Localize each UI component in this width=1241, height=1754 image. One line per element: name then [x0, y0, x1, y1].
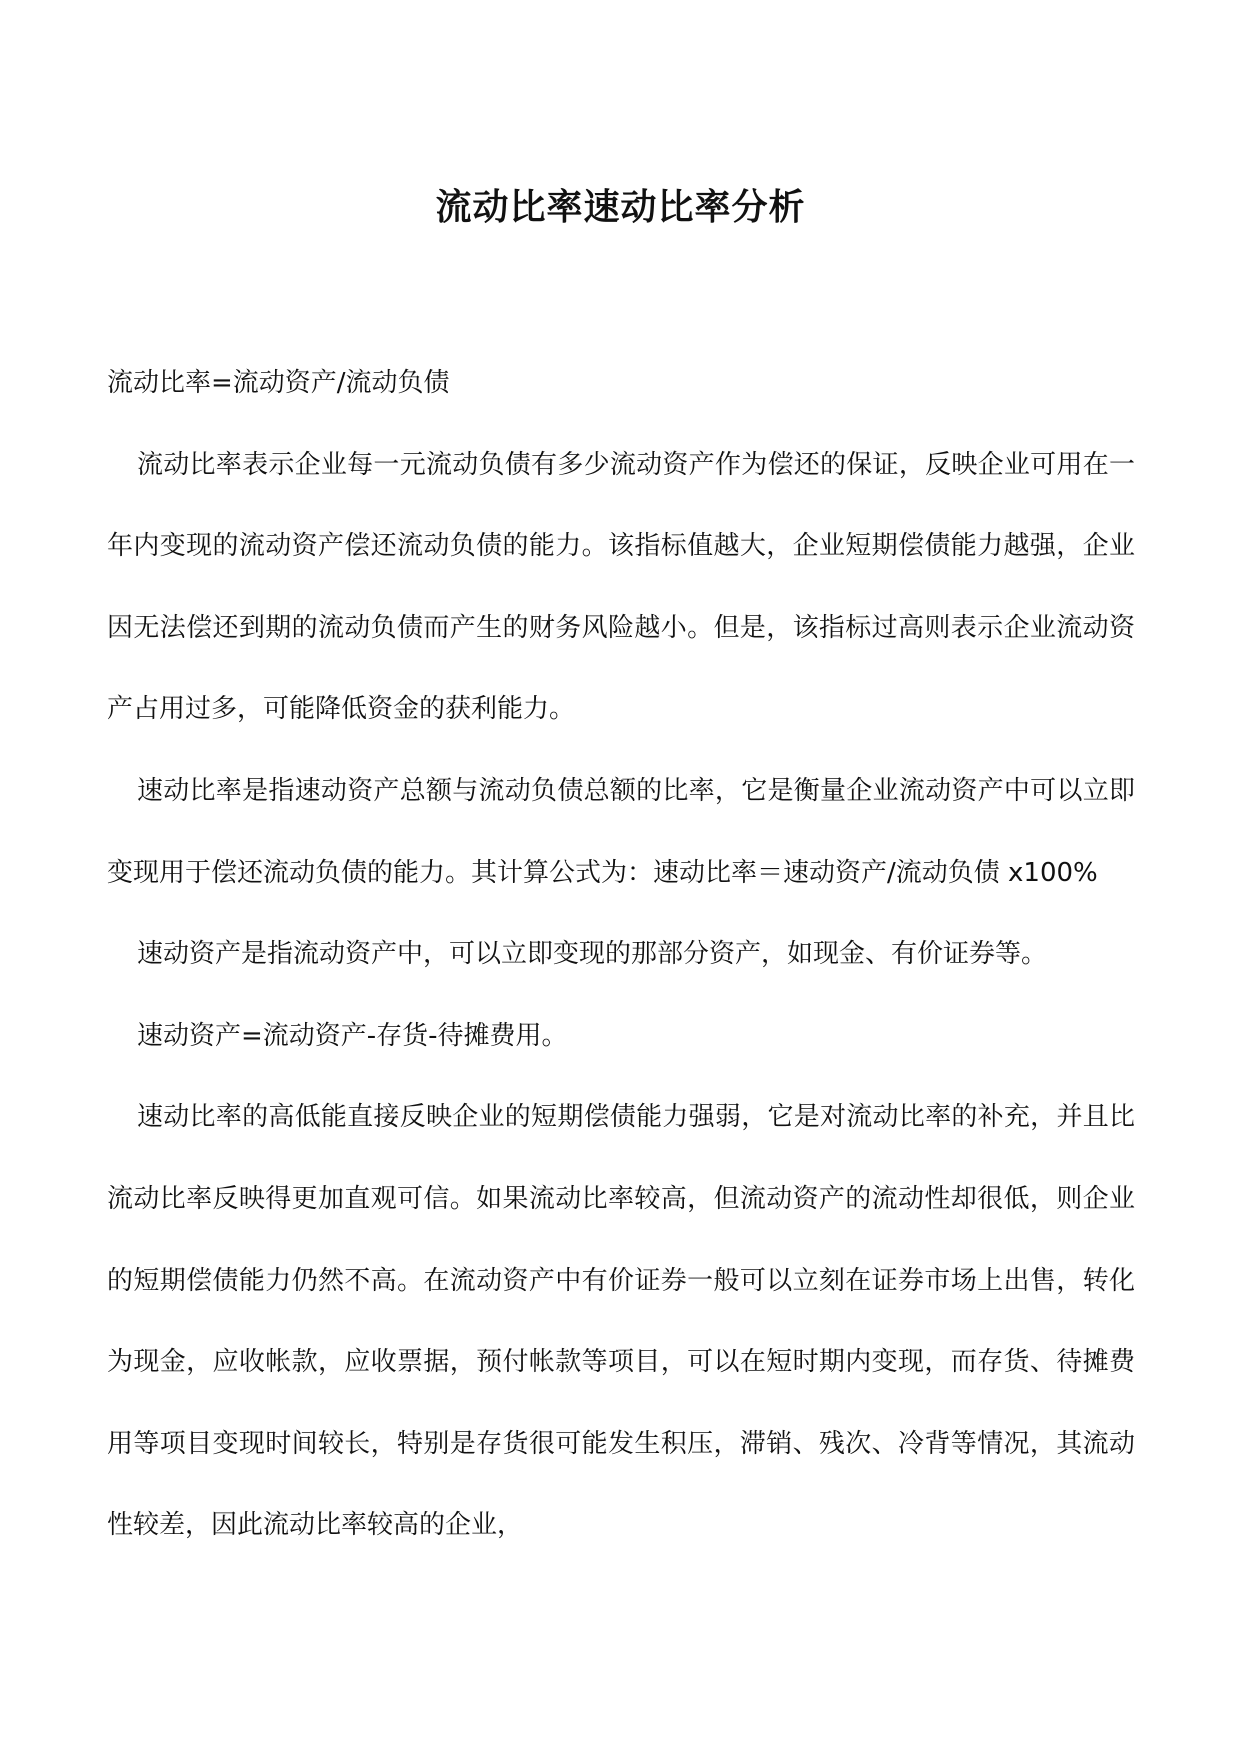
- paragraph-quick-assets-definition: 速动资产是指流动资产中，可以立即变现的那部分资产，如现金、有价证券等。: [137, 939, 1048, 970]
- paragraph-current-ratio-explanation: 流动比率表示企业每一元流动负债有多少流动资产作为偿还的保证，反映企业可用在一年内变现的流动资产偿还流动负债的能力。该指标值越大，企业短期偿债能力越强，企业因无法偿还到期的流动负债而产生的财务风险越小。但是，该指标过高则表示企业流动资产占用过多，可能降低资金的获利能力。: [107, 449, 1135, 725]
- formula-quick-assets: 速动资产=流动资产-存货-待摊费用。: [137, 1020, 568, 1051]
- document-body: [107, 343, 1135, 1567]
- paragraph-quick-ratio-analysis: 速动比率的高低能直接反映企业的短期偿债能力强弱，它是对流动比率的补充，并且比流动比率反映得更加直观可信。如果流动比率较高，但流动资产的流动性却很低，则企业的短期偿债能力仍然不高。在流动资产中有价证券一般可以立刻在证券市场上出售，转化为现金，应收帐款，应收票据，预付帐款等项目，可以在短时期内变现，而存货、待摊费用等项目变现时间较长，特别是存货很可能发生积压，滞销、残次、冷背等情况，其流动性较差，因此流动比率较高的企业，: [107, 1102, 1135, 1541]
- formula-current-ratio: 流动比率=流动资产/流动负债: [107, 368, 450, 398]
- paragraph-quick-ratio-definition: 速动比率是指速动资产总额与流动负债总额的比率，它是衡量企业流动资产中可以立即变现用于偿还流动负债的能力。其计算公式为：速动比率＝速动资产/流动负债 x100%: [107, 775, 1135, 888]
- document-title: 流动比率速动比率分析: [435, 187, 806, 229]
